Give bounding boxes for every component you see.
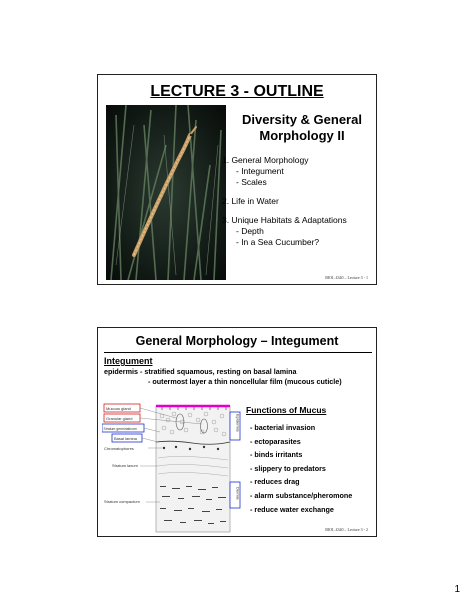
slide-1-footer: BIOL 4340 – Lecture 3 - 1 (325, 275, 368, 280)
outline-item-3: 3. Unique Habitats & Adaptations (222, 215, 347, 225)
label-dermis: Dermis (235, 487, 241, 500)
function-item: - binds irritants (250, 450, 303, 460)
functions-list (250, 421, 352, 516)
outline-item-1: 1. General Morphology (222, 155, 309, 165)
label-granular-gland: Granular gland (106, 416, 133, 421)
label-stratum-laxum: Stratum laxum (112, 463, 138, 468)
cuticle-text: - outermost layer a thin noncellular film (mucous cuticle) (148, 377, 342, 386)
label-stratum-germinativum: Stratum germinativum (103, 427, 137, 431)
label-basal-lamina: Basal lamina (114, 436, 137, 441)
function-item: - alarm substance/pheromone (250, 490, 353, 500)
outline-subitem: - Depth (236, 226, 264, 236)
function-item: - reduces drag (250, 477, 300, 487)
page-number: 1 (454, 584, 460, 595)
functions-title: Functions of Mucus (246, 405, 327, 415)
outline-subitem: - Scales (236, 177, 267, 187)
integument-diagram (102, 400, 242, 534)
label-stratum-compactum: Stratum compactum (104, 499, 140, 504)
label-mucus-gland: Mucous gland (106, 406, 131, 411)
function-item: - reduce water exchange (250, 504, 334, 514)
title-rule (104, 352, 372, 353)
function-item: - ectoparasites (250, 436, 301, 446)
slide-2-footer: BIOL 4340 – Lecture 3 - 2 (325, 527, 368, 532)
outline-list (222, 155, 374, 248)
slide-1-title: LECTURE 3 - OUTLINE (150, 83, 324, 100)
outline-subitem: - Integument (236, 166, 284, 176)
function-item: - slippery to predators (250, 463, 326, 473)
slide-2-title: General Morphology – Integument (135, 334, 339, 348)
function-item: - bacterial invasion (250, 423, 316, 432)
outline-subitem: - In a Sea Cucumber? (236, 237, 320, 247)
pipefish-photo (106, 105, 226, 280)
slide-1 (97, 74, 377, 285)
epidermis-text: epidermis - stratified squamous, resting on basal lamina (104, 367, 297, 376)
label-chromatophores: Chromatophores (104, 446, 134, 451)
integument-heading: Integument (104, 356, 153, 366)
subtitle-line-1: Diversity & General (242, 112, 362, 127)
slide-1-subtitle (232, 112, 372, 144)
label-epidermis: Epidermis (235, 414, 241, 432)
slide-2 (97, 327, 377, 537)
subtitle-line-2: Morphology II (259, 128, 345, 143)
outline-item-2: 2. Life in Water (222, 196, 279, 206)
